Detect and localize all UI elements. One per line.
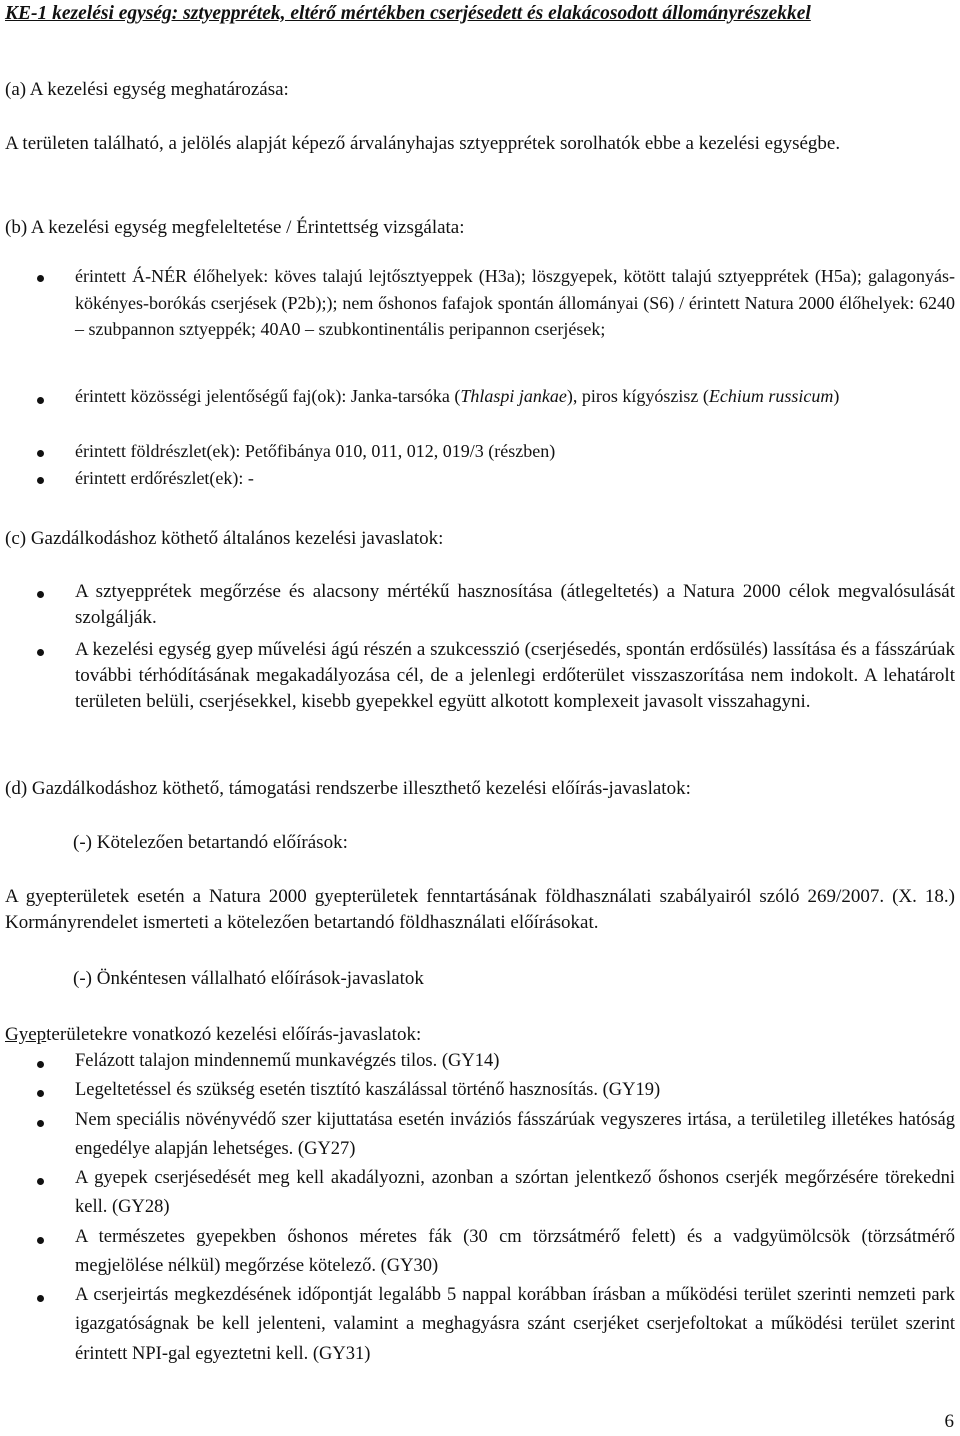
- gy31-item: A cserjeirtás megkezdésének időpontját legalább 5 nappal korábban írásban a működési terület szerinti nemzeti park igazgatóságnak be kell jelenteni, valamint a meghagyásra szánt cserjéket cserjefoltokat a működési terület szerint érintett NPI-gal egyeztetni kell. (GY31): [75, 1285, 955, 1364]
- section-b-bullet-forest: érintett erdőrészlet(ek): -: [75, 468, 254, 488]
- bullet-icon: [37, 1120, 44, 1127]
- page-title: KE-1 kezelési egység: sztyepprétek, eltérő mértékben cserjésedett és elakácosodott állományrészekkel: [5, 3, 811, 24]
- gy14-item: Felázott talajon mindennemű munkavégzés tilos. (GY14): [75, 1051, 500, 1071]
- section-b-bullet-parcels: érintett földrészlet(ek): Petőfibánya 010, 011, 012, 019/3 (részben): [75, 441, 556, 461]
- section-c-heading: (c) Gazdálkodáshoz köthető általános kezelési javaslatok:: [5, 528, 444, 549]
- gy28-item: A gyepek cserjésedését meg kell akadályozni, azonban a szórtan jelentkező őshonos cserjék megőrzésére törekedni kell. (GY28): [75, 1168, 955, 1218]
- gy27-item: Nem speciális növényvédő szer kijuttatása esetén inváziós fásszárúak vegyszeres irtása, a területileg illetékes hatóság engedélye alapján lehetséges. (GY27): [75, 1110, 955, 1160]
- bullet-icon: [37, 477, 44, 484]
- gy19-item: Legeltetéssel és szükség esetén tisztító kaszálással történő hasznosítás. (GY19): [75, 1080, 661, 1100]
- grassland-heading-rest: területekre vonatkozó kezelési előírás-javaslatok:: [46, 1024, 422, 1045]
- grassland-heading: [5, 1022, 955, 1048]
- section-c-bullet-2: A kezelési egység gyep művelési ágú részén a szukcesszió (cserjésedés, spontán erdősülés) lassítása és a fásszárúak további térhódításának megakadályozása cél, de a jelenlegi erdőterület visszaszorítása nem indokolt. A lehatárolt területen belüli, cserjésekkel, kisebb gyepekkel együtt alkotott komplexeit javasolt visszahagyni.: [75, 639, 955, 712]
- section-c-bullet-1: A sztyepprétek megőrzése és alacsony mértékű hasznosítása (átlegeltetés) a Natura 2000 célok megvalósulását szolgálják.: [75, 581, 955, 628]
- bullet-icon: [37, 649, 44, 656]
- section-b-heading: (b) A kezelési egység megfeleltetése / Érintettség vizsgálata:: [5, 217, 465, 238]
- mandatory-text: A gyepterületek esetén a Natura 2000 gyepterületek fenntartásának földhasználati szabályairól szóló 269/2007. (X. 18.) Kormányrendelet ismerteti a kötelezően betartandó földhasználati előírásokat.: [5, 886, 955, 933]
- bullet-icon: [37, 1090, 44, 1097]
- section-b-bullet-species: [75, 383, 955, 410]
- mandatory-heading: (-) Kötelezően betartandó előírások:: [73, 832, 348, 853]
- bullet-icon: [37, 1061, 44, 1068]
- voluntary-heading: (-) Önkéntesen vállalható előírások-javaslatok: [73, 968, 424, 989]
- section-d-heading: (d) Gazdálkodáshoz köthető, támogatási rendszerbe illeszthető kezelési előírás-javaslatok:: [5, 778, 691, 799]
- bullet-icon: [37, 1237, 44, 1244]
- page-number: 6: [944, 1411, 954, 1432]
- bullet-icon: [37, 1295, 44, 1302]
- grassland-heading-underlined: Gyep: [5, 1024, 47, 1045]
- section-a-heading: (a) A kezelési egység meghatározása:: [5, 79, 289, 100]
- bullet-icon: [37, 1178, 44, 1185]
- section-a-text: A területen található, a jelölés alapját képező árvalányhajas sztyepprétek sorolhatók ebbe a kezelési egységbe.: [5, 133, 841, 154]
- bullet-icon: [37, 275, 44, 282]
- bullet-icon: [37, 450, 44, 457]
- bullet-icon: [37, 397, 44, 404]
- gy30-item: A természetes gyepekben őshonos méretes fák (30 cm törzsátmérő felett) és a vadgyümölcsök (törzsátmérő megjelölése nélkül) megőrzése kötelező. (GY30): [75, 1227, 955, 1277]
- bullet-icon: [37, 591, 44, 598]
- species-text: érintett közösségi jelentőségű faj(ok): Janka-tarsóka (Thlaspi jankae), piros kígyószisz (Echium russicum): [75, 386, 840, 406]
- section-b-bullet-habitats: érintett Á-NÉR élőhelyek: köves talajú lejtősztyeppek (H3a); löszgyepek, kötött talajú sztyepprétek (H5a); galagonyás-kökényes-borókás cserjések (P2b);); nem őshonos fafajok spontán állományai (S6) / érintett Natura 2000 élőhelyek: 6240 – szubpannon sztyeppék; 40A0 – szubkontinentális peripannon cserjések;: [75, 266, 955, 339]
